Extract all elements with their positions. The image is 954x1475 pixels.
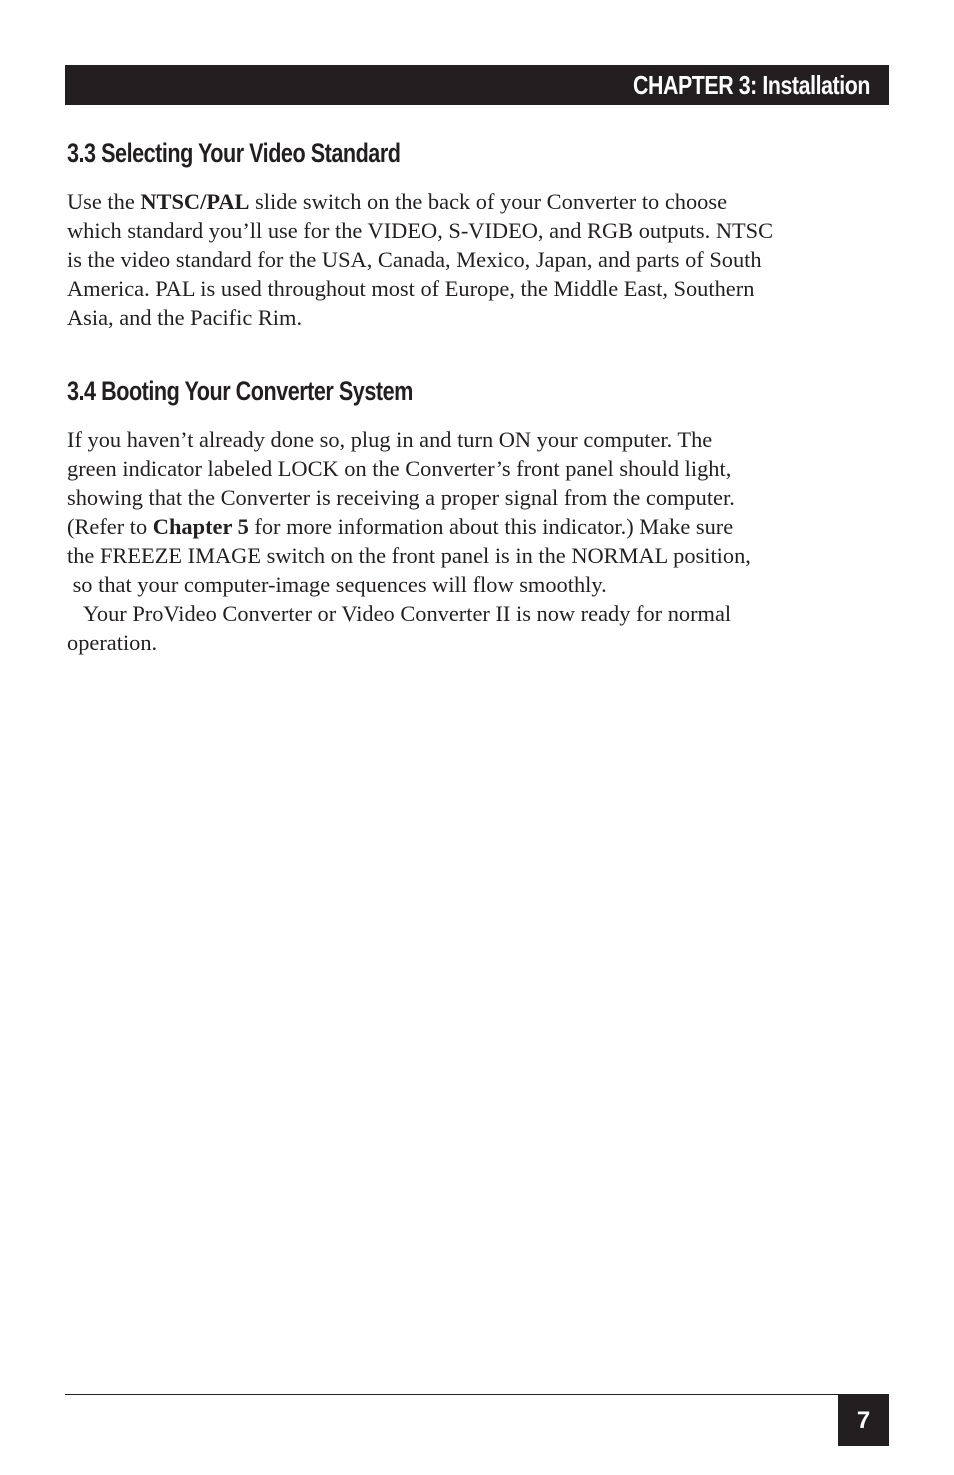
text-line: Your ProVideo Converter or Video Converter II is now ready for normal [67, 601, 732, 626]
footer-divider [65, 1394, 889, 1395]
text-run: (Refer to [67, 514, 153, 539]
text-line: green indicator labeled LOCK on the Converter’s front panel should light, [67, 456, 732, 481]
chapter-title: CHAPTER 3: Installation [633, 70, 870, 100]
section-heading-3-4: 3.4 Booting Your Converter System [67, 376, 413, 406]
text-run: for more information about this indicator.) Make sure [248, 514, 734, 539]
page-number: 7 [838, 1395, 889, 1446]
text-line: which standard you’ll use for the VIDEO, S-VIDEO, and RGB outputs. NTSC [67, 218, 774, 243]
ntsc-pal-switch-label: NTSC/PAL [140, 189, 250, 214]
text-line: operation. [67, 630, 158, 655]
text-line: America. PAL is used throughout most of Europe, the Middle East, Southern [67, 276, 755, 301]
section-heading-3-3: 3.3 Selecting Your Video Standard [67, 138, 401, 168]
chapter-5-reference: Chapter 5 [152, 514, 249, 539]
chapter-header-bar [65, 65, 889, 105]
text-line: Asia, and the Pacific Rim. [67, 305, 303, 330]
text-line: showing that the Converter is receiving a proper signal from the computer. [67, 485, 735, 510]
text-line [67, 187, 882, 216]
text-line: If you haven’t already done so, plug in and turn ON your computer. The [67, 427, 713, 452]
text-line [67, 512, 882, 541]
text-run: Use the [67, 189, 141, 214]
text-line: is the video standard for the USA, Canada, Mexico, Japan, and parts of South [67, 247, 762, 272]
text-run: slide switch on the back of your Converter to choose [249, 189, 728, 214]
paragraph-booting [67, 425, 882, 599]
paragraph-video-standard [67, 187, 882, 332]
paragraph-ready [67, 599, 882, 657]
text-line: so that your computer-image sequences will flow smoothly. [67, 572, 607, 597]
text-line: the FREEZE IMAGE switch on the front panel is in the NORMAL position, [67, 543, 751, 568]
